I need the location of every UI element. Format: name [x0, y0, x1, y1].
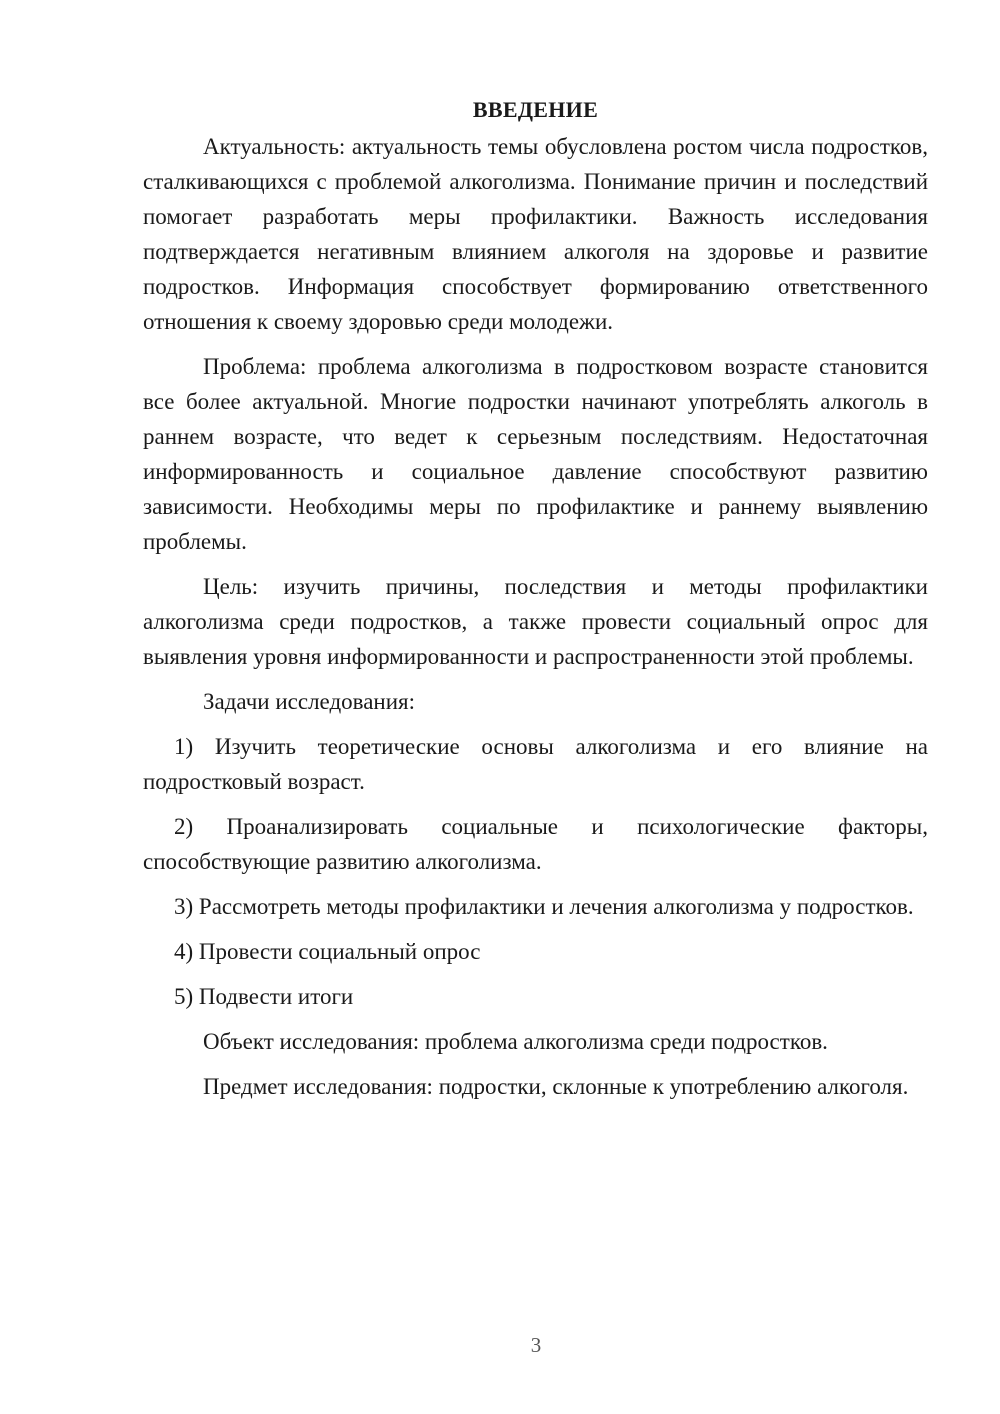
page-title: ВВЕДЕНИЕ	[472, 97, 599, 122]
page-number: 3	[530, 1333, 542, 1357]
task-item-2: 2) Проанализировать социальные и психологические факторы, способствующие развитию алкоголизма.	[143, 814, 928, 874]
task-item-5: 5) Подвести итоги	[174, 984, 354, 1009]
task-item-1: 1) Изучить теоретические основы алкоголизма и его влияние на подростковый возраст.	[143, 734, 928, 794]
goal-paragraph: Цель: изучить причины, последствия и методы профилактики алкоголизма среди подростков, а также провести социальный опрос для выявления уровня информированности и распространенности этой проблемы.	[143, 574, 928, 669]
task-item-3: 3) Рассмотреть методы профилактики и лечения алкоголизма у подростков.	[174, 894, 914, 919]
task-item-4: 4) Провести социальный опрос	[174, 939, 481, 964]
tasks-heading: Задачи исследования:	[203, 689, 416, 714]
document-body	[143, 92, 928, 1114]
subject-paragraph: Предмет исследования: подростки, склонные к употреблению алкоголя.	[203, 1074, 909, 1099]
problem-paragraph: Проблема: проблема алкоголизма в подростковом возрасте становится все более актуальной. Многие подростки начинают употреблять алкоголь в раннем возрасте, что ведет к серьезным последствиям. Недостаточная информированность и социальное давление способствуют развитию зависимости. Необходимы меры по профилактике и раннему выявлению проблемы.	[143, 354, 928, 554]
relevance-paragraph: Актуальность: актуальность темы обусловлена ростом числа подростков, сталкивающихся с проблемой алкоголизма. Понимание причин и последствий помогает разработать меры профилактики. Важность исследования подтверждается негативным влиянием алкоголя на здоровье и развитие подростков. Информация способствует формированию ответственного отношения к своему здоровью среди молодежи.	[143, 134, 928, 334]
object-paragraph: Объект исследования: проблема алкоголизма среди подростков.	[203, 1029, 828, 1054]
